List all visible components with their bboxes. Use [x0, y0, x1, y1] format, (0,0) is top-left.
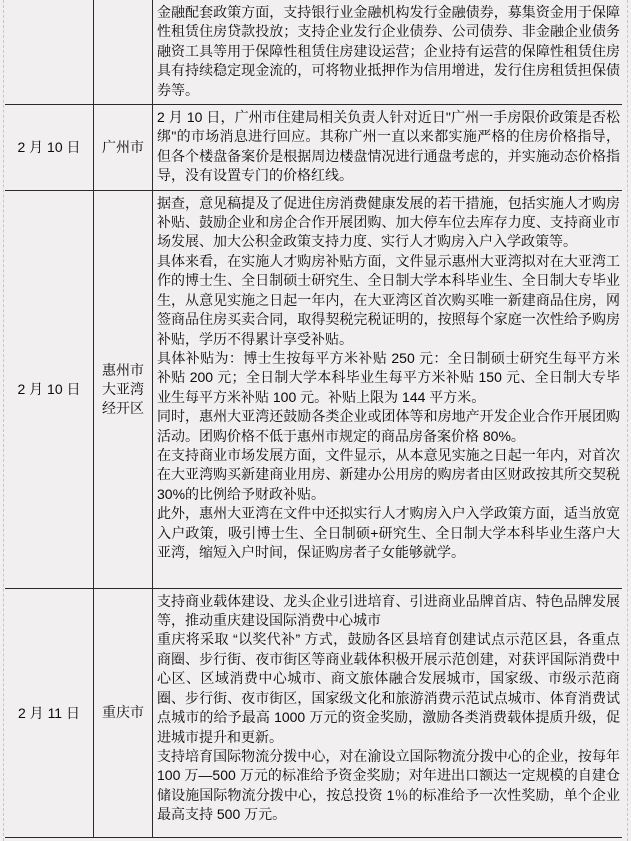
content-cell	[153, 0, 622, 104]
city-label: 重庆市	[102, 704, 144, 721]
paragraph: 据查，意见稿提及了促进住房消费健康发展的若干措施，包括实施人才购房补贴、鼓励企业和房企合作开展团购、加大停车位去库存力度、支持商业市场发展、加大公积金政策支持力度、实行人才购房入户入学政策等。	[157, 194, 620, 250]
table-row	[5, 191, 622, 589]
city-cell	[94, 0, 153, 104]
policy-table	[5, 0, 622, 838]
paragraph: 2 月 10 日，广州市住建局相关负责人针对近日"广州一手房限价政策是否松绑"的市场消息进行回应。其称广州一直以来都实施严格的住房价格指导，但各个楼盘备案价是根据周边楼盘情况进行通盘考虑的，并实施动态价格指导，没有设置专门的价格红线。	[157, 109, 620, 184]
content-cell	[153, 191, 622, 588]
page-margin-guide-left	[3, 0, 4, 841]
paragraph: 在支持商业市场发展方面，文件显示，从本意见实施之日起一年内，对首次在大亚湾购买新建商业用房、新建办公用房的购房者由区财政按其所交契税 30%的比例给予财政补贴。	[157, 446, 620, 502]
date-cell	[5, 191, 94, 588]
content-cell	[153, 589, 622, 837]
paragraph: 金融配套政策方面，支持银行业金融机构发行金融债券，募集资金用于保障性租赁住房贷款投放；支持企业发行企业债券、公司债券、非金融企业债务融资工具等用于保障性租赁住房建设运营；企业持有运营的保障性租赁住房具有持续稳定现金流的，可将物业抵押作为信用增进，发行住房租赁担保债券等。	[157, 4, 620, 98]
paragraph: 支持商业载体建设、龙头企业引进培育、引进商业品牌首店、特色品牌发展等，推动重庆建设国际消费中心城市	[157, 592, 620, 629]
city-cell	[94, 589, 153, 837]
table-row	[5, 0, 622, 105]
date-label: 2 月 10 日	[17, 381, 81, 398]
paragraph: 同时，惠州大亚湾还鼓励各类企业或团体等和房地产开发企业合作开展团购活动。团购价格不低于惠州市规定的商品房备案价格 80%。	[157, 408, 620, 444]
page-margin-guide-right	[627, 0, 628, 841]
paragraph: 此外，惠州大亚湾在文件中还拟实行人才购房入户入学政策方面，适当放宽入户政策，吸引博士生、全日制硕+研究生、全日制大学本科毕业生落户大亚湾，缩短入户时间，保证购房者子女能够就学。	[157, 505, 620, 560]
content-cell	[153, 105, 622, 190]
date-cell	[5, 105, 94, 190]
table-row	[5, 589, 622, 838]
city-label: 惠州市大亚湾经开区	[102, 361, 144, 416]
table-row	[5, 105, 622, 191]
date-cell	[5, 0, 94, 104]
date-label: 2 月 10 日	[17, 139, 81, 156]
paragraph: 支持培育国际物流分拨中心，对在渝设立国际物流分拨中心的企业，按每年 100 万—500 万元的标准给予资金奖励；对年进出口额达一定规模的自建仓储设施国际物流分拨中心，按总投资 1％的标准给予一次性奖励，单个企业最高支持 500 万元。	[157, 747, 620, 823]
city-label: 广州市	[102, 138, 144, 155]
paragraph: 具体来看，在实施人才购房补贴方面，文件显示惠州大亚湾拟对在大亚湾工作的博士生、全日制硕士研究生、全日制大学本科毕业生、全日制大专毕业生，从意见实施之日起一年内，在大亚湾区首次购买唯一新建商品住房，网签商品住房买卖合同，取得契税完税证明的，按照每个家庭一次性给予购房补贴，学历不得累计享受补贴。	[157, 252, 620, 347]
city-cell	[94, 105, 153, 190]
paragraph: 重庆将采取 “以奖代补” 方式，鼓励各区县培育创建试点示范区县，各重点商圈、步行街、夜市街区等商业载体积极开展示范创建，对获评国际消费中心区、区域消费中心城市、商文旅体融合发展城市，国家级、市级示范商圈、步行街、夜市街区，国家级文化和旅游消费示范试点城市、体育消费试点城市的给予最高 1000 万元的资金奖励，激励各类消费载体提质升级，促进城市提升和更新。	[157, 631, 620, 745]
date-cell	[5, 589, 94, 837]
city-cell	[94, 191, 153, 588]
paragraph: 具体补贴为：博士生按每平方米补贴 250 元：全日制硕士研究生每平方米补贴 200 元；全日制大学本科毕业生每平方米补贴 150 元、全日制大专毕业生每平方米补贴 100 元。补贴上限为 144 平方米。	[157, 349, 620, 405]
date-label: 2 月 11 日	[18, 704, 80, 721]
